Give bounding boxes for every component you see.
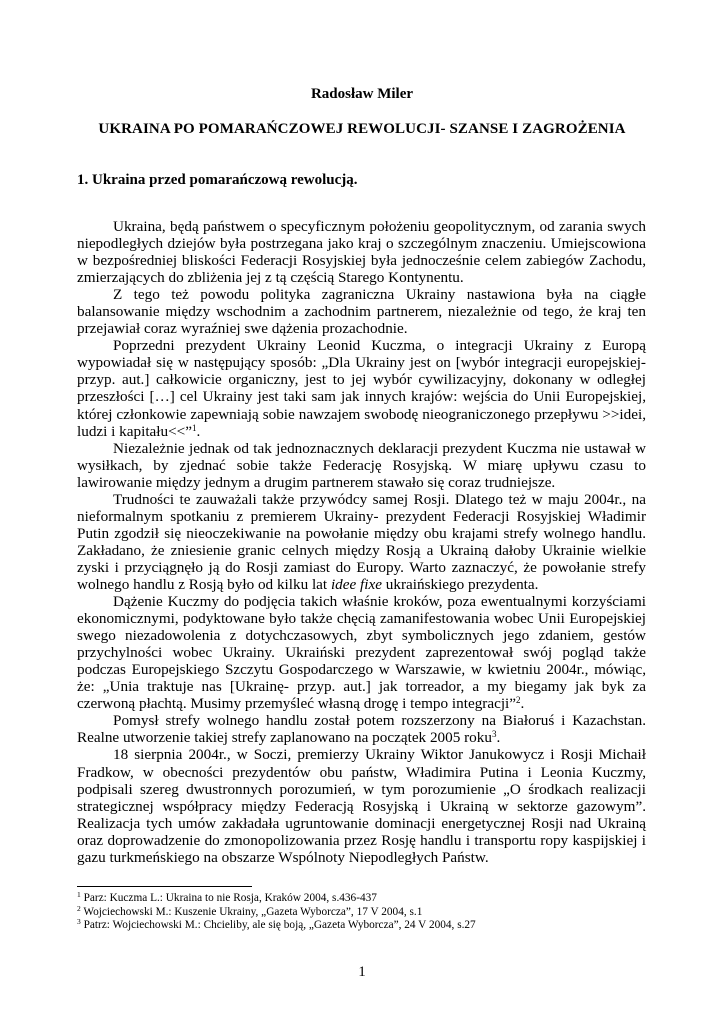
footnote-ref: 1 [191,422,197,433]
paragraph [77,440,646,491]
paragraph [77,712,646,746]
paragraph-end: . [496,729,501,747]
footnote-number: 2 [77,903,81,913]
paragraph [77,218,646,286]
paragraph [77,491,646,593]
footnote-ref: 3 [491,729,497,740]
paragraph-text: Trudności te zauważali także przywódcy samej Rosji. Dlatego też w maju 2004r., na nieformalnym spotkaniu z premierem Ukrainy- prezydent Federacji Rosyjskiej Władimir Putin zgodził się nieoczekiwanie na powołanie między obu krajami strefy wolnego handlu. Zakładano, że zniesienie granic celnych między Rosją a Ukrainą dałoby Ukrainie wielkie zyski i przyciągnęło ją do Rosji zamiast do Europy. Warto zaznaczyć, że powołanie strefy wolnego handlu z Rosją było od kilku lat [77,490,646,593]
paragraph [77,337,646,439]
page-number: 1 [358,964,366,980]
paragraph-text: Dążenie Kuczmy do podjęcia takich właśnie kroków, poza ewentualnymi korzyściami ekonomicznymi, podyktowane było także chęcią zamanifestowania wobec Unii Europejskiej swego niezadowolenia z dotychczasowych, zbyt symbolicznych jego zdaniem, gestów przychylności wobec Ukrainy. Ukraiński prezydent zaprezentował swój pogląd także podczas Europejskiego Szczytu Gospodarczego w Warszawie, w kwietniu 2004r., mówiąc, że: „Unia traktuje nas [Ukrainę- przyp. aut.] jak torreador, a my biegamy jak byk za czerwoną płachtą. Musimy przemyśleć własną drogę i tempo integracji” [77,593,646,713]
paragraph-end: . [196,422,201,440]
paragraph-text: ukraińskiego prezydenta. [381,575,539,593]
paragraph-text: Z tego też powodu polityka zagraniczna Ukrainy nastawiona była na ciągłe balansowanie między wschodnim a zachodnim partnerem, niezależnie od tego, że kraj ten przejawiał coraz wyraźniej swe dążenia prozachodnie. [77,286,646,338]
footnote-text: Wojciechowski M.: Kuszenie Ukrainy, „Gazeta Wyborcza”, 17 V 2004, s.1 [83,905,423,918]
footnote-number: 3 [77,917,81,927]
footnote-text: Parz: Kuczma L.: Ukraina to nie Rosja, Kraków 2004, s.436-437 [83,892,377,904]
footnote [77,892,646,906]
paragraph [77,286,646,337]
footnote-text: Patrz: Wojciechowski M.: Chcieliby, ale się boją, „Gazeta Wyborcza”, 24 V 2004, s.27 [83,919,476,932]
body-text [77,218,646,866]
paragraph [77,593,646,712]
paragraph-text: Niezależnie jednak od tak jednoznacznych deklaracji prezydent Kuczma nie ustawał w wysiłkach, by zjednać sobie także Federację Rosyjską. W miarę upływu czasu to lawirowanie między jednym a drugim partnerem stawało się coraz trudniejsze. [77,439,646,491]
paragraph-text: Poprzedni prezydent Ukrainy Leonid Kuczma, o integracji Ukrainy z Europą wypowiadał się w następujący sposób: „Dla Ukrainy jest on [wybór integracji europejskiej- przyp. aut.] całkowicie organiczny, jest to jej wybór cywilizacyjny, dokonany w odległej przeszłości […] cel Ukrainy jest taki sam jak innych krajów: wejścia do Unii Europejskiej, której członkowie zapewniają sobie nawzajem swobodę nieograniczonego przepływu >>idei, ludzi i kapitału<<” [77,337,646,440]
section-heading: 1. Ukraina przed pomarańczową rewolucją. [77,172,358,188]
paragraph-end: . [520,695,525,713]
italic-phrase: idee fixe [330,575,382,593]
paragraph-text: Pomysł strefy wolnego handlu został potem rozszerzony na Białoruś i Kazachstan. Realne utworzenie takiej strefy zaplanowano na początek 2005 roku [77,712,646,747]
footnote-number: 1 [77,890,81,899]
document-title: UKRAINA PO POMARAŃCZOWEJ REWOLUCJI- SZANSE I ZAGROŻENIA [98,121,626,137]
paragraph-text: 18 sierpnia 2004r., w Soczi, premierzy Ukrainy Wiktor Janukowycz i Rosji Michaił Fradkow, w obecności prezydentów obu państw, Władimira Putina i Leonia Kuczmy, podpisali szereg dwustronnych porozumień, w tym porozumienie „O środkach realizacji strategicznej współpracy między Federacją Rosyjską i Ukrainą w sektorze gazowym”. Realizacja tych umów zakładała ugruntowanie dominacji energetycznej Rosji nad Ukrainą oraz doprowadzenie do zmonopolizowania przez Rosję handlu i transportu ropy kaspijskiej i gazu turkmeńskiego na obszarze Wspólnoty Niepodległych Państw. [77,746,646,866]
footnote [77,903,646,920]
footnotes [77,892,646,933]
author-name: Radosław Miler [310,86,414,102]
footnote [77,919,646,933]
footnote-ref: 2 [516,695,521,706]
paragraph [77,746,646,865]
paragraph-text: Ukraina, będą państwem o specyficznym położeniu geopolitycznym, od zarania swych niepodległych dziejów była postrzegana jako kraj o szczególnym znaczeniu. Umiejscowiona w bezpośredniej bliskości Federacji Rosyjskiej była jednocześnie celem zabiegów Zachodu, zmierzających do zbliżenia jej z tą częścią Starego Kontynentu. [77,218,646,287]
footnote-divider [77,886,252,887]
